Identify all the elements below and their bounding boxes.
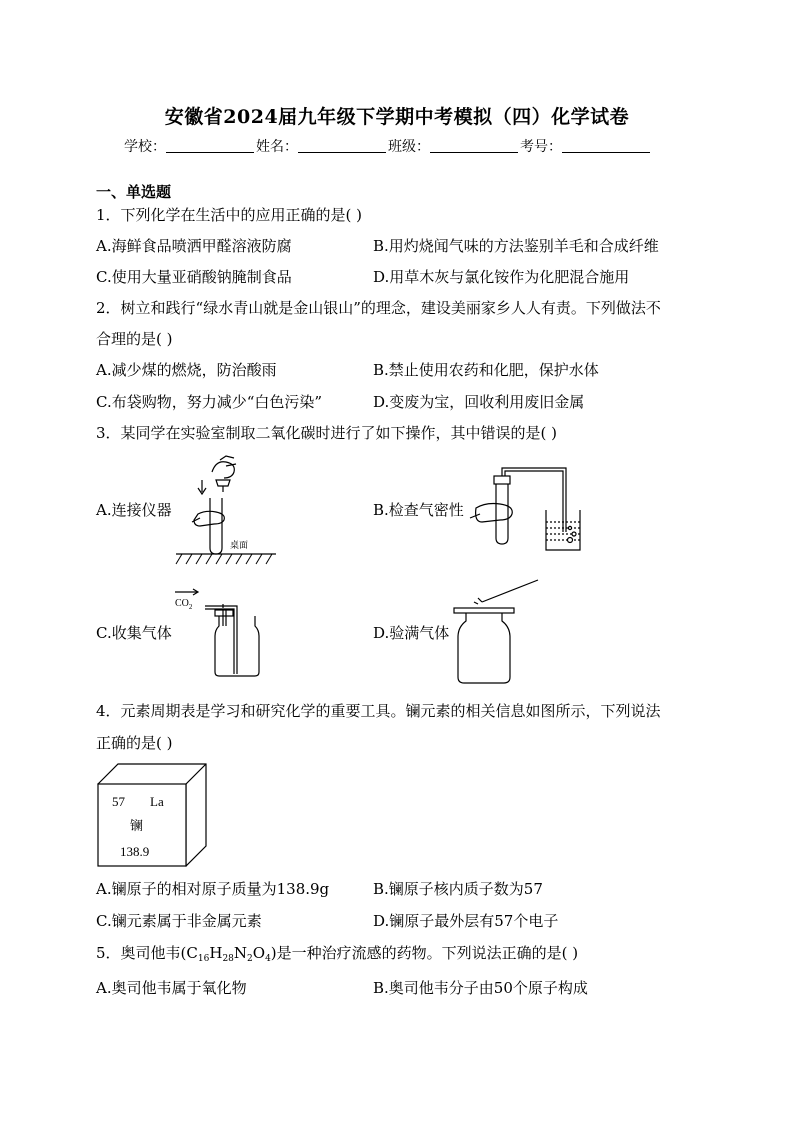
desk-label: 桌面 <box>230 540 249 550</box>
q2-option-a[interactable]: A.减少煤的燃烧，防治酸雨 <box>96 361 277 379</box>
q4-option-c[interactable]: C.镧元素属于非金属元素 <box>96 912 262 930</box>
q4-option-a[interactable]: A.镧原子的相对原子质量为138.9g <box>96 880 330 898</box>
oseltamivir-formula: $(C_{16}H_{28}N_2O_4)$ <box>180 944 277 964</box>
q3-option-a[interactable]: A.连接仪器 <box>96 501 172 519</box>
q5-stem: 5．奥司他韦$(C_{16}H_{28}N_2O_4)$是一种治疗流感的药物。下列说法正确的是( ) <box>96 944 579 964</box>
q1-option-a[interactable]: A.海鲜食品喷洒甲醛溶液防腐 <box>96 237 292 255</box>
figure-connect-apparatus <box>176 452 286 567</box>
exam-no-field[interactable] <box>562 138 650 153</box>
school-label: 学校： <box>124 139 166 155</box>
q4-stem-line1: 4．元素周期表是学习和研究化学的重要工具。镧元素的相关信息如图所示，下列说法 <box>96 702 661 720</box>
name-field[interactable] <box>298 138 386 153</box>
q4-stem-line2: 正确的是( ) <box>96 734 173 752</box>
q3-option-b[interactable]: B.检查气密性 <box>373 501 464 519</box>
name-label: 姓名： <box>256 139 298 155</box>
q2-option-c[interactable]: C.布袋购物，努力减少“白色污染” <box>96 393 323 411</box>
q2-stem-line1: 2．树立和践行“绿水青山就是金山银山”的理念，建设美丽家乡人人有责。下列做法不 <box>96 299 661 317</box>
q5-option-b[interactable]: B.奥司他韦分子由50个原子构成 <box>373 979 588 997</box>
q4-option-b[interactable]: B.镧原子核内质子数为57 <box>373 880 543 898</box>
co2-label: $CO_2$ <box>175 598 193 611</box>
element-name: 镧 <box>130 818 144 833</box>
element-mass: 138.9 <box>120 844 150 859</box>
q2-option-d[interactable]: D.变废为宝，回收利用废旧金属 <box>373 393 585 411</box>
q3-stem: 3．某同学在实验室制取二氧化碳时进行了如下操作，其中错误的是( ) <box>96 424 558 442</box>
class-label: 班级： <box>388 139 430 155</box>
q3-option-c[interactable]: C.收集气体 <box>96 624 172 642</box>
exam-no-label: 考号： <box>520 139 562 155</box>
q3-option-d[interactable]: D.验满气体 <box>373 624 450 642</box>
q1-stem: 1．下列化学在生活中的应用正确的是( ) <box>96 206 363 224</box>
q2-option-b[interactable]: B.禁止使用农药和化肥，保护水体 <box>373 361 599 379</box>
q4-option-d[interactable]: D.镧原子最外层有57个电子 <box>373 912 559 930</box>
figure-test-full <box>452 576 548 686</box>
q1-option-c[interactable]: C.使用大量亚硝酸钠腌制食品 <box>96 268 292 286</box>
element-number: 57 <box>112 794 125 809</box>
figure-airtightness-check <box>466 462 586 557</box>
section-title: 一、单选题 <box>96 183 172 201</box>
element-card-lanthanum <box>96 762 208 870</box>
q1-option-d[interactable]: D.用草木灰与氯化铵作为化肥混合施用 <box>373 268 630 286</box>
student-info-row <box>124 136 652 156</box>
figure-gas-collection <box>175 586 275 678</box>
q2-stem-line2: 合理的是( ) <box>96 330 173 348</box>
element-symbol: La <box>150 794 164 809</box>
q1-option-b[interactable]: B.用灼烧闻气味的方法鉴别羊毛和合成纤维 <box>373 237 659 255</box>
school-field[interactable] <box>166 138 254 153</box>
class-field[interactable] <box>430 138 518 153</box>
page-title: 安徽省2024届九年级下学期中考模拟（四）化学试卷 <box>164 106 630 128</box>
q5-option-a[interactable]: A.奥司他韦属于氧化物 <box>96 979 247 997</box>
